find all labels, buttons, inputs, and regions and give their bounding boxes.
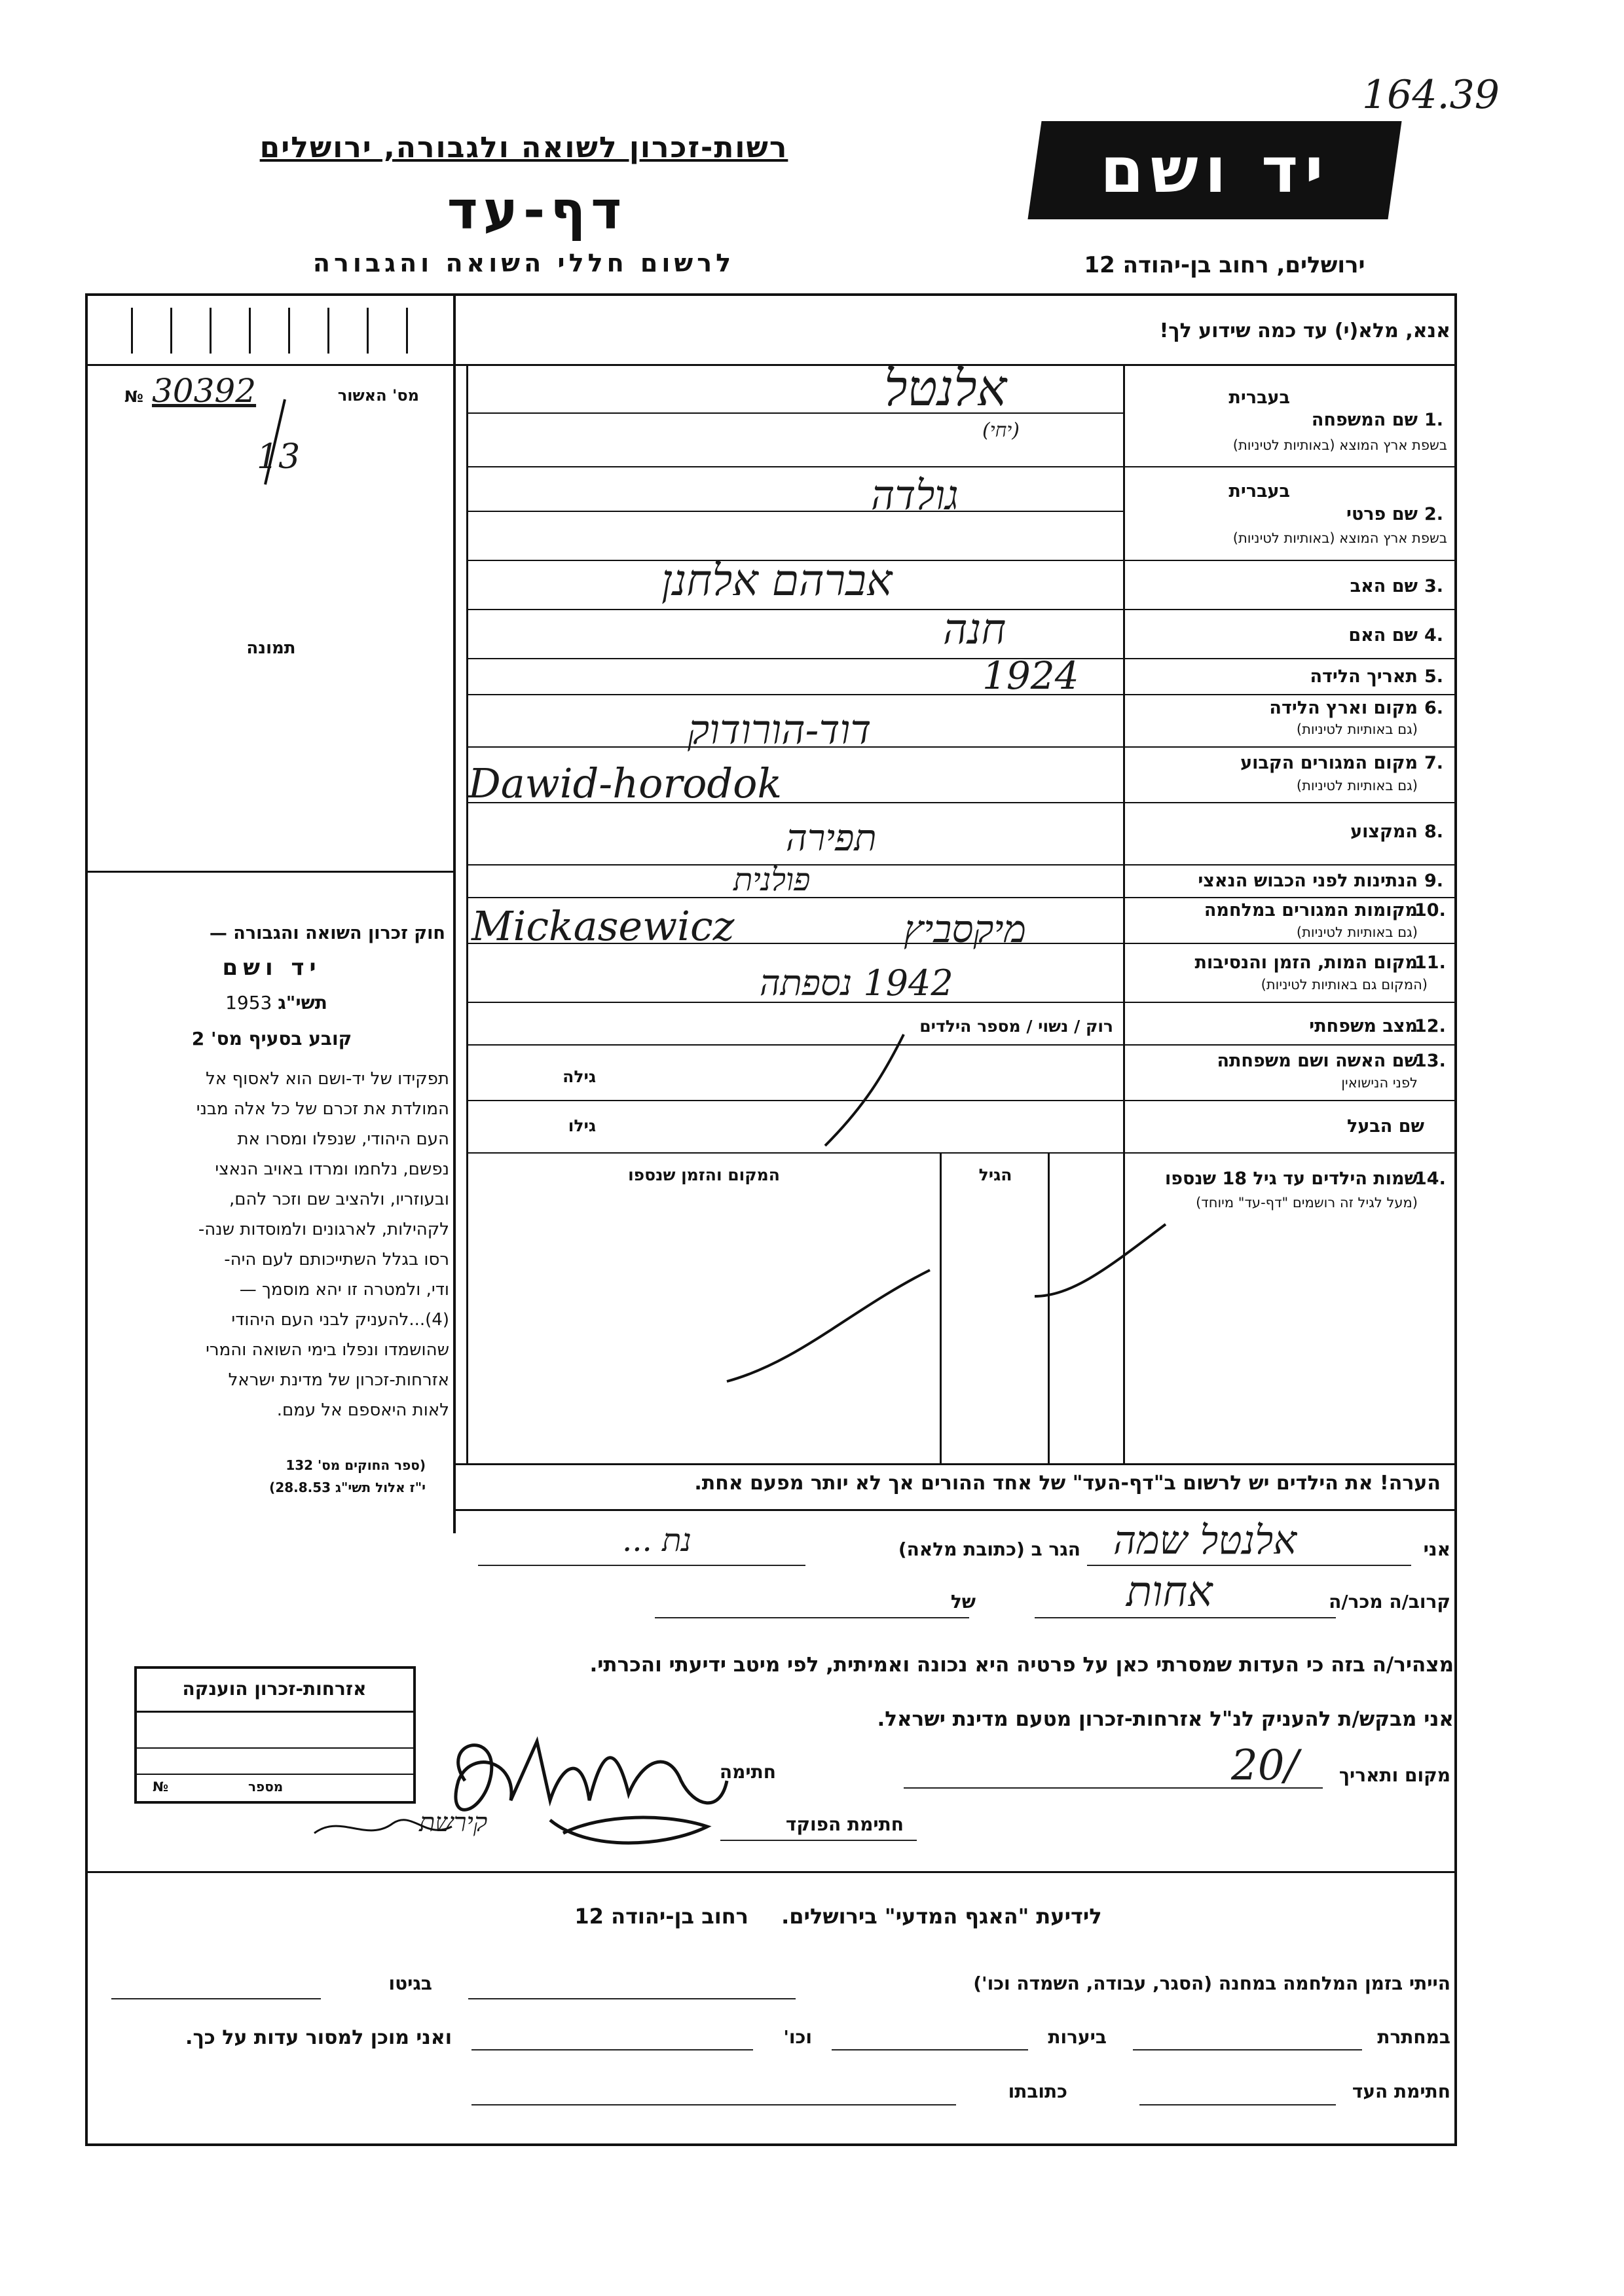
field-9-value[interactable]: פולנית (733, 862, 811, 898)
law-year-hebrew: תשי"ג (278, 992, 327, 1013)
authority-line: רשות-זכרון לשואה ולגבורה, ירושלים (259, 131, 788, 164)
stamp-title: אזרחות-זכרון הוענקה (182, 1678, 367, 1700)
field-11-label: מקום המות, הזמן והנסיבות (1194, 953, 1418, 973)
field-1-sublabel: בשפת ארץ המוצא (באותיות לטיניות) (1232, 437, 1447, 453)
law-text-line: לקהילות, לארגונים ולמוסדות שנה- (198, 1220, 449, 1239)
field-11-number: 11. (1414, 953, 1446, 973)
footer-address-label: כתובתו (1008, 2081, 1067, 2102)
field-12-label: מצב משפחתי (1309, 1016, 1418, 1036)
husband-age-label: גילו (568, 1116, 596, 1135)
field-10-number: 10. (1414, 900, 1446, 920)
law-text-line: (4)...להעניק לבני העם היהודי (231, 1310, 449, 1330)
of-label: של (950, 1591, 976, 1613)
yad-vashem-logo (1027, 121, 1401, 219)
field-3-label: שם האב (1350, 576, 1418, 596)
law-text-line: אזרחות-זכרון של מדינת ישראל (228, 1370, 449, 1390)
field-5-number: 5. (1424, 666, 1444, 687)
law-text-line: העם היהודי, שנפלו ומסרו את (237, 1129, 449, 1149)
place-date-value[interactable]: 20/ (1231, 1741, 1299, 1790)
field-7-sublabel: (גם באותיות לטיניות) (1296, 778, 1418, 793)
intro-text: אנא, מלא(י) עד כמה שידוע לך! (1159, 319, 1450, 342)
field-14-number: 14. (1414, 1169, 1446, 1189)
registration-number: 30392 (152, 372, 257, 410)
field-4-number: 4. (1424, 625, 1444, 646)
footer-camp-label: הייתי בזמן המלחמה במחנה (הסגר, עבודה, השמדה וכו') (973, 1973, 1450, 1994)
husband-label: שם הבעל (1346, 1116, 1424, 1137)
footer-witness-signature-label: חתימת העד (1352, 2081, 1450, 2102)
footer-forests-label: ביערות (1048, 2026, 1107, 2048)
field-11-sublabel: (המקום גם באותיות לטיניות) (1261, 977, 1428, 993)
slash-mark (249, 393, 301, 491)
stamp-number-label: מספר (248, 1779, 284, 1795)
field-6-sublabel: (גם באותיות לטיניות) (1296, 721, 1418, 737)
field-8-label: המקצוע (1350, 822, 1418, 842)
photo-label: תמונה (246, 638, 296, 658)
officer-signature: קירשת (419, 1808, 488, 1838)
field-4-label: שם האם (1348, 625, 1418, 646)
header-address: ירושלים, רחוב בן-יהודה 12 (1084, 252, 1365, 278)
law-text-line: תפקידו של יד-ושם הוא לאסוף אל (206, 1069, 449, 1089)
footer-underground-label: במחתרת (1377, 2026, 1450, 2048)
field-4-value[interactable]: חנה (943, 606, 1006, 654)
form-subtitle: לרשום חללי השואה והגבורה (312, 249, 735, 278)
law-text-line: ודי, ולמטרה זו יהא מוסמך — (239, 1280, 449, 1300)
stamp-number-prefix: № (153, 1779, 169, 1795)
law-source: (ספר החוקים מס' 132 (286, 1457, 426, 1473)
field-2-sublabel: בשפת ארץ המוצא (באותיות לטיניות) (1232, 530, 1447, 546)
field-13-label: שם האשה ושם משפחתה (1217, 1051, 1418, 1071)
field-3-value[interactable]: אברהם אלחנן (661, 555, 893, 606)
field-10-value-latin[interactable]: Mickasewicz (471, 902, 735, 950)
declarant-address[interactable]: נת ... (622, 1522, 692, 1559)
law-text-line: ובעוזריו, ולהציב שם וזכר להם, (229, 1190, 449, 1209)
field-2-hebrew-label: בעברית (1228, 481, 1290, 501)
field-13-age-label: גילה (563, 1067, 596, 1086)
address-label: הגר ב (כתובת מלאה) (898, 1539, 1080, 1560)
field-1-number: 1. (1424, 410, 1444, 430)
field-11-value[interactable]: 1942 נספתה (760, 962, 953, 1004)
field-6-label: מקום וארץ הלידה (1269, 698, 1418, 718)
officer-label: חתימת הפוקד (785, 1813, 904, 1835)
field-13-number: 13. (1414, 1051, 1446, 1071)
law-text (96, 1064, 449, 1425)
handwritten-reference: 164.39 (1362, 72, 1500, 118)
law-text-line: רסו בגלל השתייכותם לעם היה- (224, 1250, 449, 1269)
law-title: חוק זכרון השואה והגבורה — (209, 923, 445, 943)
signature-label: חתימה (719, 1761, 776, 1783)
footer-address: רחוב בן-יהודה 12 (574, 1904, 748, 1929)
field-12-number: 12. (1414, 1016, 1446, 1036)
law-text-line: המולדת את זכרם של כל אלה מבני (196, 1099, 449, 1119)
field-1-label: שם המשפחה (1311, 410, 1418, 430)
law-year: 1953 (225, 992, 272, 1013)
law-text-line: נפשם, נלחמו ומרדו באויב הנאצי (215, 1159, 449, 1179)
registration-label: מס' האשור (337, 386, 419, 405)
field-2-label: שם פרטי (1346, 504, 1418, 524)
field-2-value[interactable]: גולדה (871, 471, 959, 519)
field-7-label: מקום המגורים הקבוע (1240, 753, 1418, 773)
field-1-value-note: (יחי) (982, 419, 1020, 442)
place-date-label: מקום ותאריך (1338, 1764, 1450, 1786)
field-2-number: 2. (1424, 504, 1444, 524)
field-7-number: 7. (1424, 753, 1444, 773)
footer-ghetto-label: בגיטו (388, 1973, 432, 1994)
field-5-label: תאריך הלידה (1310, 666, 1418, 687)
field-1-hebrew-label: בעברית (1228, 388, 1290, 408)
field-8-number: 8. (1424, 822, 1444, 842)
logo-text: יד ושם (1099, 134, 1330, 207)
form-title: דף-עד (447, 180, 627, 241)
footer-heading: לידיעת "האגף המדעי" בירושלים. (781, 1904, 1102, 1929)
field-14-sublabel: (מעל לגיל זה רושמים "דף-עד" מיוחד) (1196, 1195, 1418, 1211)
declarant-label: אני (1423, 1539, 1450, 1560)
tick-boxes (105, 308, 445, 354)
field-10-sublabel: (גם באותיות לטיניות) (1296, 924, 1418, 940)
children-place-header: המקום והזמן שנספו (628, 1165, 780, 1184)
relative-value[interactable]: אחות (1126, 1568, 1213, 1616)
declarant-name[interactable]: אלנטל שמה (1113, 1518, 1297, 1563)
field-6-number: 6. (1424, 698, 1444, 718)
registration-sub: 13 (257, 437, 301, 477)
law-text-line: שהושמדו ונפלו בימי השואה והמרי (206, 1340, 449, 1360)
law-clause: קובע בסעיף מס' 2 (191, 1028, 352, 1049)
law-text-line: לאות היאספם אל עמם. (276, 1400, 449, 1420)
registration-prefix: № (124, 388, 143, 406)
field-9-number: 9. (1424, 871, 1444, 891)
field-7-value[interactable]: Dawid-horodok (468, 759, 783, 807)
field-9-label: הנתינות לפני הכבוש הנאצי (1198, 871, 1418, 891)
field-1-value[interactable]: אלנטל (884, 359, 1007, 417)
field-8-value[interactable]: תפירה (786, 817, 877, 860)
field-12-options: רוק / נשוי / מספר הילדים (919, 1017, 1113, 1036)
field-13-sublabel: לפני הנישואין (1341, 1075, 1418, 1091)
citizenship-stamp-box (134, 1666, 416, 1804)
relative-label: קרוב/ה מכר/ה (1329, 1591, 1450, 1613)
children-age-header: הגיל (978, 1165, 1012, 1184)
field-5-value[interactable]: 1924 (982, 653, 1079, 698)
handwritten-strikes (458, 995, 1441, 1467)
field-14-label: שמות הילדים עד גיל 18 שנספו (1164, 1169, 1418, 1189)
field-3-number: 3. (1424, 576, 1444, 596)
footer-testimony-statement: ואני מוכן למסור עדות על כך. (185, 2026, 452, 2049)
field-6-value[interactable]: דוד-הורודוק (688, 706, 872, 754)
declaration-request: אני מבקש/ת להעניק לנ"ל אזרחות-זכרון מטעם מדינת ישראל. (877, 1707, 1454, 1731)
children-note: הערה! את הילדים יש לרשום ב"דף-העד" של אחד ההורים אך לא יותר מפעם אחת. (694, 1472, 1441, 1495)
field-10-value-hebrew[interactable]: מיקסביץ (904, 907, 1026, 951)
law-source-date: י"ז אלול תשי"ג 28.8.53) (269, 1480, 426, 1495)
declaration-statement: מצהיר/ה בזה כי העדות שמסרתי כאן על פרטיה היא נכונה ואמיתית, לפי מיטב ידיעתי והכרתי. (589, 1653, 1454, 1677)
field-10-label: מקומות המגורים במלחמה (1204, 900, 1418, 920)
law-name: יד ושם (222, 955, 322, 981)
footer-etc-label: וכו' (783, 2026, 812, 2048)
